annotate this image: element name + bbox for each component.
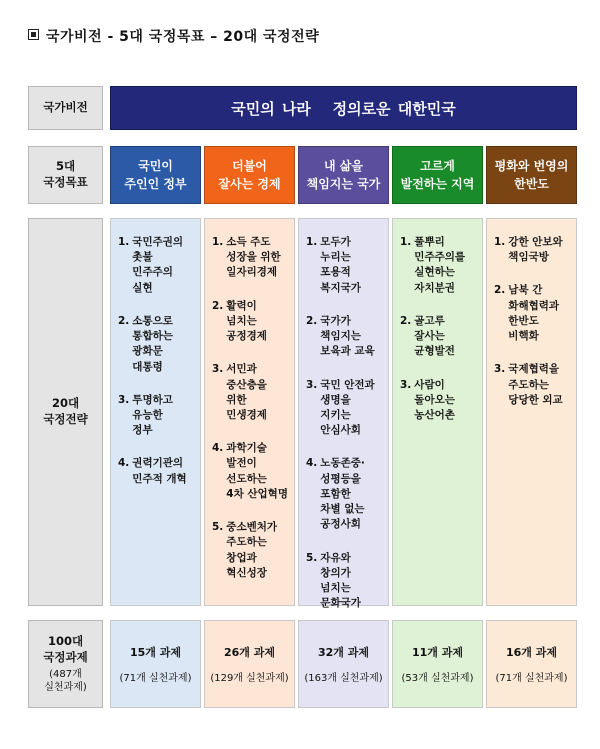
goal-3 (298, 146, 389, 204)
task-sub-count: (71개 실천과제) (495, 673, 568, 684)
strategy-item (118, 393, 197, 439)
vision-banner (110, 86, 577, 130)
strategy-text: 풀뿌리 민주주의를 실현하는 자치분권 (414, 236, 466, 294)
goal-5 (486, 146, 577, 204)
strategy-item (212, 441, 291, 502)
label-vision (28, 86, 103, 130)
task-cell-4 (392, 620, 483, 708)
strategy-text: 활력이 넘치는 공정경제 (226, 299, 267, 343)
label-tasks-line2: 국정과제 (43, 649, 88, 664)
label-tasks-sub (44, 669, 87, 694)
strategy-item (212, 235, 291, 281)
task-count: 11개 과제 (411, 646, 463, 659)
strategy-item (400, 378, 479, 424)
strategy-number: 4. (212, 442, 224, 455)
task-sub-count: (129개 실천과제) (210, 673, 289, 684)
goal-1-line-2: 주인인 정부 (124, 177, 187, 191)
strategy-number: 1. (212, 236, 224, 248)
goal-5-line-2: 한반도 (514, 177, 549, 191)
task-sub-count: (53개 실천과제) (401, 673, 474, 684)
label-vision-text: 국가비전 (43, 100, 88, 115)
strategy-number: 4. (118, 457, 130, 470)
strategy-number: 2. (306, 314, 318, 327)
goal-4 (392, 146, 483, 204)
strategy-item (118, 456, 197, 486)
goal-4-line-2: 발전하는 지역 (400, 177, 475, 191)
strategy-text: 자유와 창의가 넘치는 문화국가 (320, 551, 361, 610)
strategy-number: 4. (306, 457, 318, 470)
strategy-item (306, 314, 385, 360)
strategy-item (212, 362, 291, 423)
strategy-item (306, 235, 385, 296)
goal-2-line-1: 더불어 (232, 159, 267, 173)
square-bullet-icon (28, 29, 39, 40)
strategy-text: 투명하고 유능한 정부 (132, 393, 173, 437)
strategy-text: 남북 간 화해협력과 한반도 비핵화 (508, 284, 560, 343)
strategy-number: 1. (118, 236, 130, 248)
strategy-number: 2. (118, 314, 130, 327)
strategy-text: 중소벤처가 주도하는 창업과 혁신성장 (226, 521, 278, 579)
strategy-text: 서민과 중산층을 위한 민생경제 (226, 363, 267, 421)
task-sub-count: (71개 실천과제) (119, 673, 192, 684)
strategy-item (306, 378, 385, 439)
strategy-column-5 (486, 218, 577, 606)
strategy-text: 국민 안전과 생명을 지키는 안심사회 (320, 378, 375, 437)
goal-2 (204, 146, 295, 204)
strategy-item (494, 283, 573, 344)
goal-1 (110, 146, 201, 204)
page-title (28, 26, 319, 46)
strategy-item (118, 314, 197, 375)
strategy-number: 2. (494, 284, 506, 297)
label-goals (28, 146, 103, 204)
vision-text: 국민의 나라 정의로운 대한민국 (231, 99, 456, 118)
strategy-column-2 (204, 218, 295, 606)
strategy-text: 과학기술 발전이 선도하는 4차 산업혁명 (226, 442, 288, 500)
strategy-text: 모두가 누리는 포용적 복지국가 (320, 236, 361, 294)
label-tasks-line1: 100대 (47, 633, 84, 648)
label-tasks-sub1: (487개 (49, 669, 82, 681)
task-count: 15개 과제 (129, 646, 181, 659)
strategy-number: 3. (306, 378, 318, 391)
task-cell-1 (110, 620, 201, 708)
strategy-number: 5. (212, 521, 224, 534)
strategy-text: 소통으로 통합하는 광화문 대통령 (132, 314, 173, 373)
strategy-column-4 (392, 218, 483, 606)
strategy-item (306, 551, 385, 612)
strategy-item (118, 235, 197, 296)
task-cell-5 (486, 620, 577, 708)
task-count: 26개 과제 (223, 646, 275, 659)
task-count: 16개 과제 (505, 646, 557, 659)
strategy-text: 소득 주도 성장을 위한 일자리경제 (226, 236, 281, 279)
goal-3-line-2: 책임지는 국가 (306, 177, 381, 191)
strategy-number: 2. (212, 299, 224, 312)
strategy-number: 1. (494, 236, 506, 248)
strategy-number: 3. (212, 363, 224, 376)
label-goals-line1: 5대 (55, 159, 76, 174)
task-count: 32개 과제 (317, 646, 369, 659)
strategy-number: 1. (400, 236, 412, 248)
page-title-text: 국가비전 - 5대 국정목표 – 20대 국정전략 (46, 29, 320, 45)
strategy-item (400, 314, 479, 360)
strategy-text: 노동존중· 성평등을 포함한 차별 없는 공정사회 (320, 457, 365, 531)
label-strategies (28, 218, 103, 606)
label-strategies-line1: 20대 (51, 396, 80, 411)
strategy-number: 3. (400, 378, 412, 391)
strategy-text: 국가가 책임지는 보육과 교육 (320, 314, 375, 358)
strategy-item (212, 520, 291, 581)
strategy-item (400, 235, 479, 296)
strategy-number: 2. (400, 314, 412, 327)
goal-5-line-1: 평화와 번영의 (494, 159, 569, 173)
strategy-number: 3. (494, 363, 506, 376)
goal-3-line-1: 내 삶을 (324, 159, 363, 173)
strategy-text: 국민주권의 촛불 민주주의 실현 (132, 236, 184, 294)
label-strategies-line2: 국정전략 (43, 412, 88, 426)
strategy-number: 5. (306, 551, 318, 564)
label-tasks-sub2: 실천과제) (44, 681, 87, 693)
strategy-text: 강한 안보와 책임국방 (508, 236, 563, 264)
goal-2-line-2: 잘사는 경제 (218, 177, 281, 191)
strategy-column-3 (298, 218, 389, 610)
strategy-item (306, 456, 385, 532)
strategy-text: 골고루 잘사는 균형발전 (414, 314, 455, 358)
goal-1-line-1: 국민이 (138, 159, 173, 173)
label-goals-line2: 국정목표 (43, 175, 88, 189)
goal-4-line-1: 고르게 (420, 159, 455, 173)
strategy-item (494, 362, 573, 408)
task-cell-2 (204, 620, 295, 708)
label-tasks (28, 620, 103, 708)
strategy-text: 국제협력을 주도하는 당당한 외교 (508, 363, 563, 406)
task-sub-count: (163개 실천과제) (304, 673, 383, 684)
strategy-text: 권력기관의 민주적 개혁 (132, 457, 187, 485)
task-cell-3 (298, 620, 389, 708)
strategy-column-1 (110, 218, 201, 606)
strategy-item (494, 235, 573, 265)
strategy-text: 사람이 돌아오는 농산어촌 (414, 378, 455, 421)
strategy-number: 3. (118, 393, 130, 406)
strategy-item (212, 299, 291, 345)
strategy-number: 1. (306, 236, 318, 248)
